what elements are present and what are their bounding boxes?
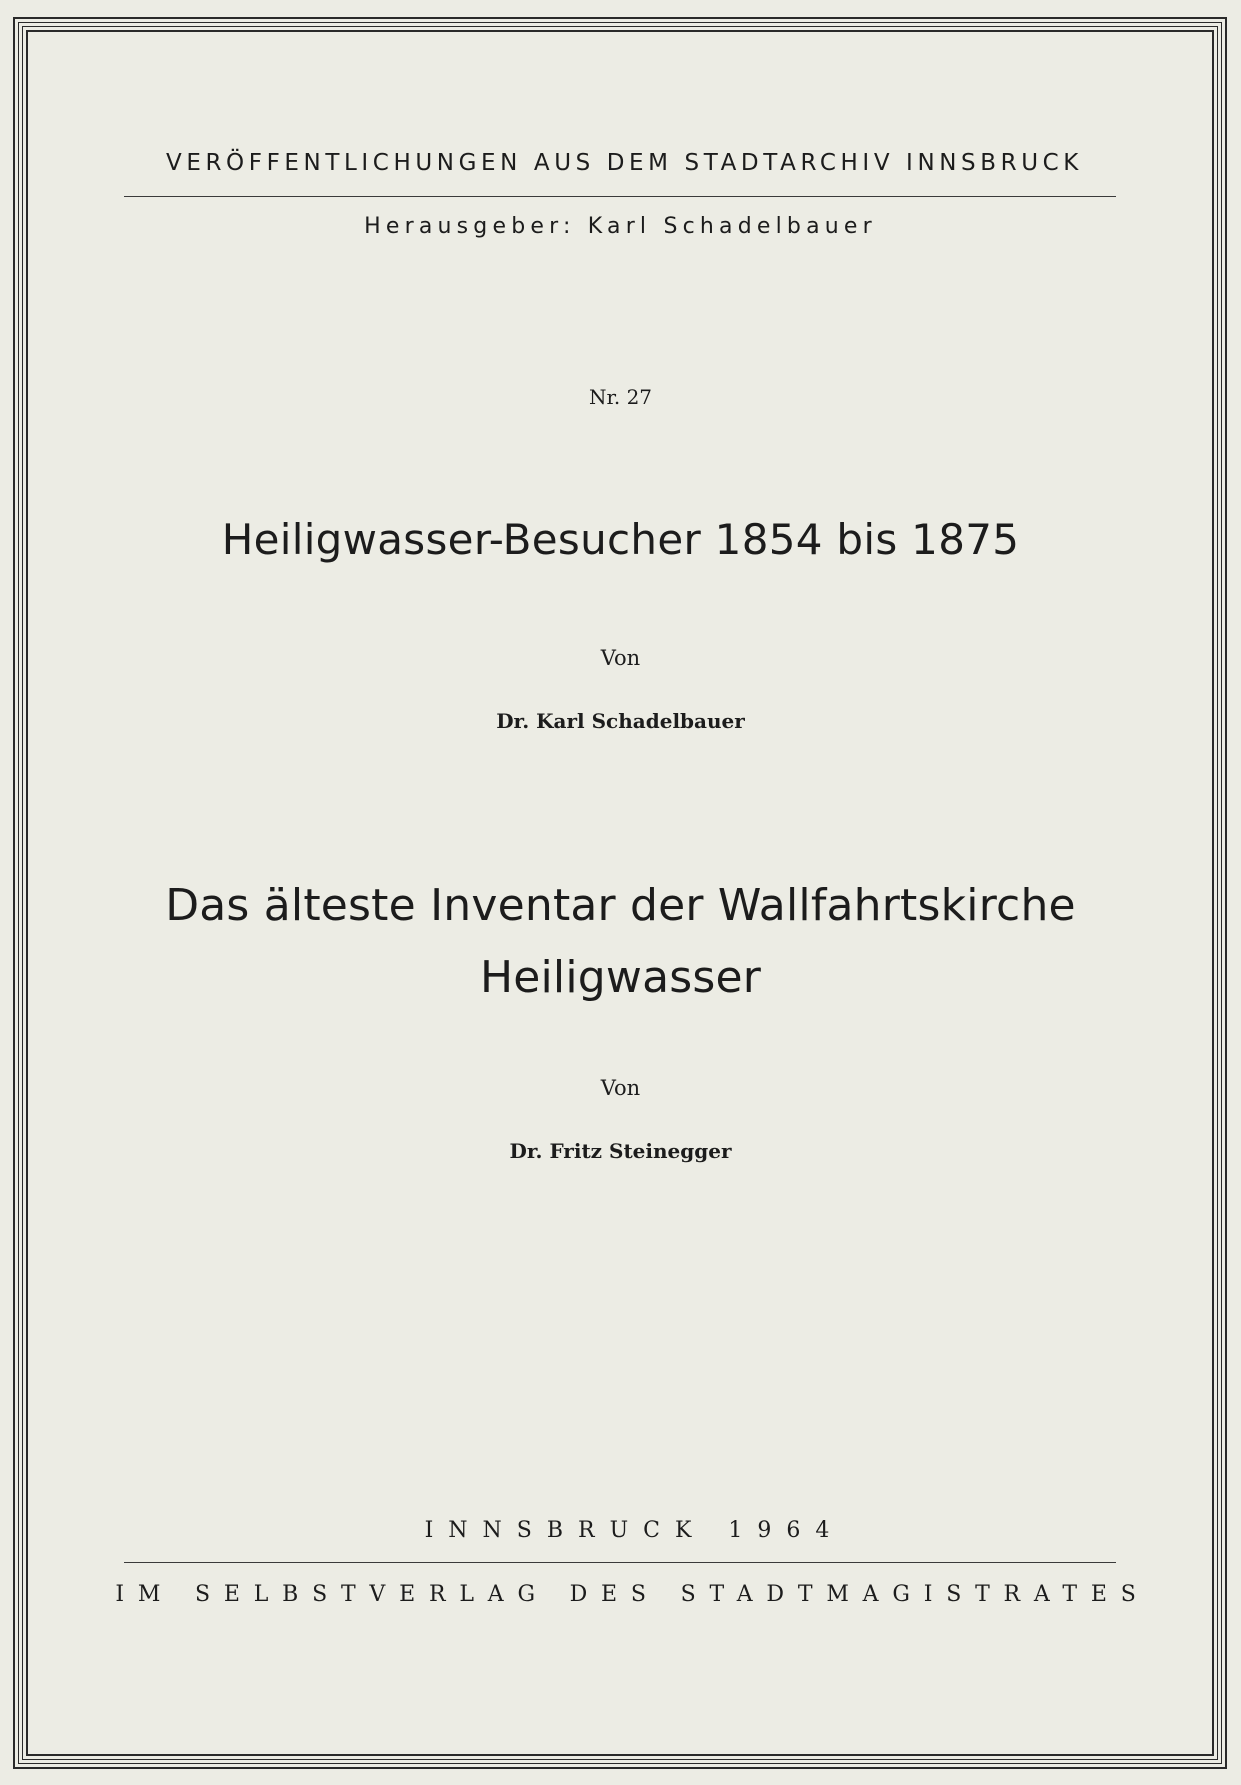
series-title: VERÖFFENTLICHUNGEN AUS DEM STADTARCHIV INNSBRUCK — [166, 150, 1083, 176]
place-year: INNSBRUCK 1964 — [424, 1518, 845, 1543]
work-2-title-line-1: Das älteste Inventar der Wallfahrtskirche — [165, 880, 1076, 931]
series-rule — [124, 196, 1116, 197]
imprint-rule — [124, 1562, 1116, 1563]
editor-line: Herausgeber: Karl Schadelbauer — [364, 214, 877, 239]
work-1-author: Dr. Karl Schadelbauer — [496, 709, 745, 733]
work-1-title: Heiligwasser-Besucher 1854 bis 1875 — [221, 515, 1020, 564]
volume-number: Nr. 27 — [588, 385, 653, 409]
work-2-by: Von — [600, 1076, 641, 1100]
publisher-imprint: IM SELBSTVERLAG DES STADTMAGISTRATES — [115, 1582, 1150, 1607]
work-2-title-line-2: Heiligwasser — [479, 952, 762, 1003]
work-2-author: Dr. Fritz Steinegger — [509, 1139, 732, 1163]
work-1-by: Von — [600, 646, 641, 670]
